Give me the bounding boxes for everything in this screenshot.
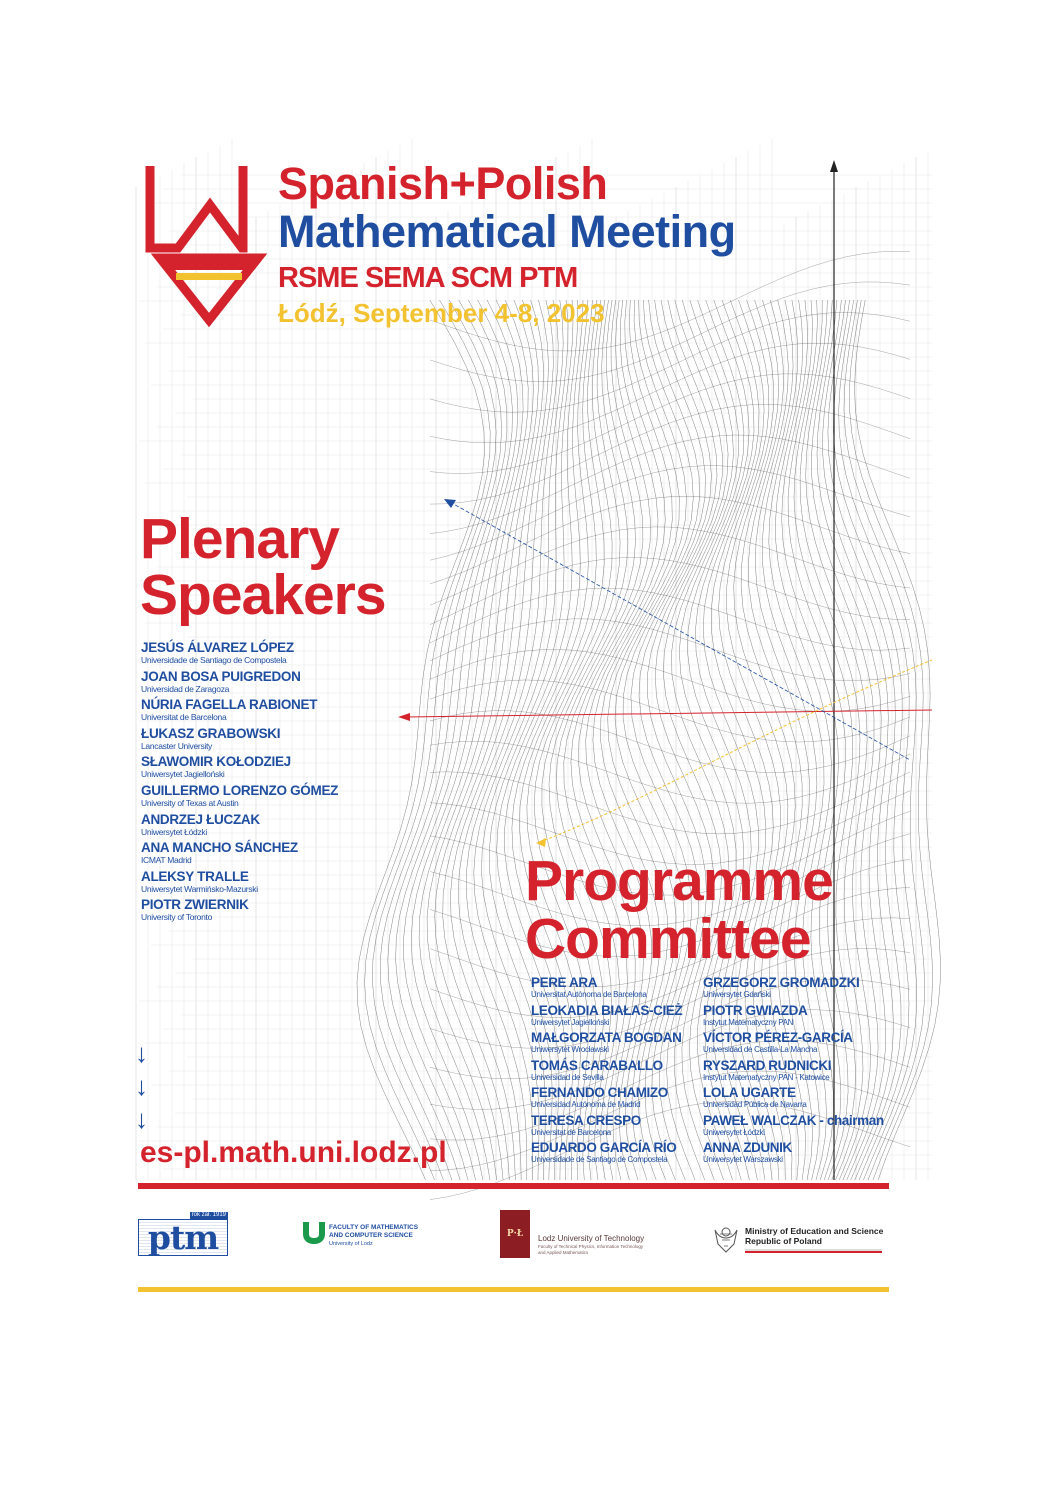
faculty-logo	[300, 1222, 440, 1256]
speaker-affiliation: University of Toronto	[141, 912, 213, 923]
committee-member	[703, 1003, 893, 1031]
member-name: LEOKADIA BIAŁAS-CIEŻ	[531, 1002, 683, 1018]
down-arrow-icon: ↓	[135, 1104, 148, 1134]
committee-member	[531, 1058, 721, 1086]
down-arrow-icon: ↓	[135, 1071, 148, 1101]
speaker-affiliation: ICMAT Madrid	[141, 855, 192, 866]
member-name: TOMÁS CARABALLO	[531, 1057, 663, 1073]
speaker-item	[141, 840, 461, 869]
committee-member	[703, 1085, 893, 1113]
committee-member	[703, 1030, 893, 1058]
speaker-item	[141, 726, 461, 755]
faculty-university: University of Lodz	[329, 1241, 373, 1247]
member-affiliation: Universitat de Barcelona	[531, 1127, 611, 1137]
ministry-logo	[712, 1222, 892, 1258]
red-divider	[138, 1183, 889, 1189]
member-affiliation: Instytut Matematyczny PAN - Katowice	[703, 1072, 830, 1082]
committee-member	[531, 975, 721, 1003]
down-arrow-icon: ↓	[135, 1038, 148, 1068]
yellow-divider	[138, 1287, 889, 1292]
speaker-item	[141, 869, 461, 898]
speaker-item	[141, 897, 461, 926]
ptm-founded-tag: rok zał. 1919	[191, 1212, 226, 1218]
member-affiliation: Universidad de Castilla-La Mancha	[703, 1045, 818, 1054]
mesh-line	[430, 558, 910, 625]
member-affiliation: Universidade de Santiago de Compostela	[531, 1155, 668, 1164]
speaker-item	[141, 669, 461, 698]
speaker-name: PIOTR ZWIERNIK	[141, 897, 249, 913]
member-name: RYSZARD RUDNICKI	[703, 1057, 832, 1073]
speaker-item	[141, 697, 461, 726]
speaker-affiliation: Uniwersytet Łódzki	[141, 826, 207, 837]
member-name: GRZEGORZ GROMADZKI	[703, 975, 860, 990]
member-affiliation: Uniwersytet Gdański	[703, 990, 771, 999]
tul-faculty-line-2: and Applied Mathematics	[538, 1250, 589, 1255]
committee-member	[703, 975, 893, 1003]
speaker-name: ALEKSY TRALLE	[141, 868, 249, 884]
member-name: MAŁGORZATA BOGDAN	[531, 1030, 682, 1045]
tul-faculty-line-1: Faculty of Technical Physics, Information Technology	[538, 1244, 644, 1249]
committee-heading-line-2: Committee	[525, 907, 811, 971]
member-name: FERNANDO CHAMIZO	[531, 1085, 668, 1100]
committee-heading-line-1: Programme	[525, 849, 833, 913]
ptm-logo	[138, 1212, 228, 1256]
member-affiliation: Universidad Pública de Navarra	[703, 1100, 807, 1109]
ministry-name-line-2: Republic of Poland	[745, 1236, 822, 1246]
committee-member	[531, 1113, 721, 1141]
speaker-affiliation: Universidade de Santiago de Compostela	[141, 655, 287, 665]
speaker-name: ANDRZEJ ŁUCZAK	[141, 811, 260, 827]
member-name: EDUARDO GARCÍA RÍO	[531, 1140, 677, 1155]
speaker-affiliation: Universidad de Zaragoza	[141, 683, 230, 694]
member-affiliation: Universidad Autónoma de Madrid	[531, 1100, 641, 1109]
speaker-name: ŁUKASZ GRABOWSKI	[141, 725, 281, 741]
member-name: ANNA ZDUNIK	[703, 1140, 792, 1155]
speaker-name: GUILLERMO LORENZO GÓMEZ	[141, 782, 339, 798]
member-affiliation: Universidad de Sevilla	[531, 1072, 604, 1082]
speaker-affiliation: Uniwersytet Warmińsko-Mazurski	[141, 883, 258, 894]
ptm-logo-text: ptm	[147, 1218, 219, 1257]
organizing-societies: RSME SEMA SCM PTM	[278, 262, 578, 294]
tul-logo	[500, 1210, 690, 1260]
faculty-name-line-1: FACULTY OF MATHEMATICS	[329, 1224, 419, 1231]
speaker-item	[141, 812, 461, 841]
website-link[interactable]: es-pl.math.uni.lodz.pl	[140, 1136, 447, 1169]
committee-member	[703, 1058, 893, 1086]
speaker-affiliation: Lancaster University	[141, 740, 213, 751]
speaker-affiliation: Universitat de Barcelona	[141, 712, 227, 723]
mesh-line	[430, 374, 910, 474]
speaker-affiliation: Uniwersytet Jagielloński	[141, 769, 225, 780]
member-affiliation: Instytut Matematyczny PAN	[703, 1017, 794, 1027]
tul-name: Lodz University of Technology	[538, 1234, 645, 1243]
mesh-line	[430, 588, 910, 650]
committee-member	[703, 1113, 893, 1141]
member-affiliation: Uniwersytet Łódzki	[703, 1127, 765, 1137]
member-name: PERE ARA	[531, 975, 598, 990]
plenary-heading-line-1: Plenary	[140, 507, 339, 571]
title-line-1: Spanish+Polish	[278, 158, 608, 209]
committee-member	[531, 1140, 721, 1168]
ministry-name-line-1: Ministry of Education and Science	[745, 1226, 884, 1236]
member-affiliation: Uniwersytet Wrocławski	[531, 1045, 609, 1054]
speaker-affiliation: University of Texas at Austin	[141, 797, 239, 808]
committee-member	[703, 1140, 893, 1168]
committee-member	[531, 1003, 721, 1031]
member-name: LOLA UGARTE	[703, 1085, 796, 1100]
committee-member	[531, 1085, 721, 1113]
mesh-line	[430, 435, 910, 534]
member-name: VÍCTOR PÉREZ-GARCÍA	[703, 1030, 853, 1045]
speaker-name: NÚRIA FAGELLA RABIONET	[141, 697, 318, 713]
mesh-line	[430, 466, 910, 561]
mesh-line	[430, 404, 910, 504]
committee-member	[531, 1030, 721, 1058]
speaker-name: JESÚS ÁLVAREZ LÓPEZ	[141, 640, 294, 655]
tul-emblem-icon: P·Ł	[500, 1210, 530, 1258]
ministry-flag-red	[745, 1251, 882, 1253]
member-affiliation: Uniwersytet Warszawski	[703, 1155, 783, 1164]
speaker-item	[141, 640, 461, 669]
committee-list-left	[531, 975, 721, 1168]
plenary-speakers-list	[141, 640, 461, 926]
speaker-name: JOAN BOSA PUIGREDON	[141, 668, 301, 684]
speaker-name: ANA MANCHO SÁNCHEZ	[141, 840, 298, 856]
member-affiliation: Uniwersytet Jagielloński	[531, 1017, 610, 1027]
ptm-logo-box	[138, 1219, 228, 1256]
speaker-item	[141, 754, 461, 783]
member-name: PAWEŁ WALCZAK - chairman	[703, 1112, 884, 1128]
member-name: TERESA CRESPO	[531, 1112, 641, 1128]
plenary-heading-line-2: Speakers	[140, 563, 386, 627]
committee-list-right	[703, 975, 893, 1168]
speaker-name: SŁAWOMIR KOŁODZIEJ	[141, 754, 291, 770]
member-name: PIOTR GWIAZDA	[703, 1002, 808, 1018]
faculty-name-line-2: AND COMPUTER SCIENCE	[329, 1232, 413, 1239]
event-date-location: Łódź, September 4-8, 2023	[278, 298, 605, 328]
title-line-2: Mathematical Meeting	[278, 206, 736, 257]
member-affiliation: Universitat Autònoma de Barcelona	[531, 990, 647, 999]
speaker-item	[141, 783, 461, 812]
